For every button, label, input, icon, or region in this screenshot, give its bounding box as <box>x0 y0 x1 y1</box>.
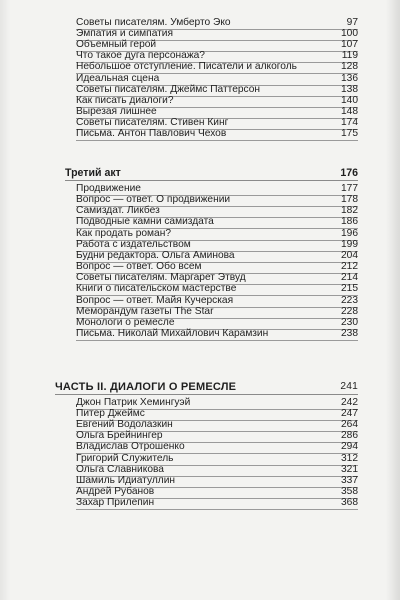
divider <box>65 180 358 181</box>
toc-entry-page: 128 <box>341 61 358 73</box>
toc-entry-title: Что такое дуга персонажа? <box>76 50 205 62</box>
toc-entry-page: 204 <box>341 249 358 261</box>
toc-entry-title: Вопрос — ответ. Обо всем <box>76 261 202 273</box>
toc-entry-title: Андрей Рубанов <box>76 485 155 497</box>
toc-entry-page: 182 <box>341 205 358 217</box>
toc-entry <box>76 328 358 340</box>
toc-entry-title: Джон Патрик Хемингуэй <box>76 397 191 408</box>
toc-entry-page: 286 <box>341 430 358 442</box>
toc-entry-title: Эмпатия и симпатия <box>76 28 174 40</box>
toc-entry <box>76 128 358 140</box>
toc-entry-underline <box>76 140 358 141</box>
toc-entry <box>76 497 358 509</box>
toc-entry-title: Подводные камни самиздата <box>76 216 214 228</box>
toc-heading-title: ЧАСТЬ II. ДИАЛОГИ О РЕМЕСЛЕ <box>55 381 237 393</box>
page-shadow-right <box>386 0 400 600</box>
toc-entry-title: Объемный герой <box>76 39 157 51</box>
toc-entry-title: Письма. Николай Михайлович Карамзин <box>76 327 269 339</box>
toc-entry-page: 212 <box>341 261 358 273</box>
toc-entry-page: 238 <box>341 327 358 339</box>
toc-entry-title: Монологи о ремесле <box>76 316 175 328</box>
toc-entry-title: Евгений Водолазкин <box>76 419 173 431</box>
divider <box>55 394 358 395</box>
toc-entry-title: Вырезая лишнее <box>76 105 157 117</box>
toc-entry-title: Продвижение <box>76 183 141 194</box>
toc-heading-part2 <box>55 381 358 393</box>
toc-heading-title: Третий акт <box>65 167 121 179</box>
toc-entry-title: Будни редактора. Ольга Аминова <box>76 249 235 261</box>
toc-entry-page: 312 <box>341 452 358 464</box>
toc-entry-title: Самиздат. Ликбез <box>76 205 160 217</box>
toc-entry-title: Работа с издательством <box>76 238 191 250</box>
toc-entry-page: 136 <box>341 72 358 84</box>
toc-entry-page: 174 <box>341 116 358 128</box>
toc-entry-page: 107 <box>341 39 358 51</box>
toc-entry-underline <box>76 340 358 341</box>
toc-heading-act3 <box>65 167 358 179</box>
toc-entry-title: Советы писателям. Джеймс Паттерсон <box>76 83 261 95</box>
toc-entry-page: 223 <box>341 294 358 306</box>
toc-entry-page: 294 <box>341 441 358 453</box>
toc-entry-title: Питер Джеймс <box>76 408 145 420</box>
toc-heading-page: 241 <box>340 381 358 392</box>
toc-entry-title: Советы писателям. Умберто Эко <box>76 17 231 28</box>
toc-entry-title: Вопрос — ответ. О продвижении <box>76 194 231 206</box>
toc-entry-title: Идеальная сцена <box>76 72 160 84</box>
toc-entry-title: Захар Прилепин <box>76 496 155 508</box>
toc-entry-page: 321 <box>341 463 358 475</box>
toc-entry-page: 368 <box>341 496 358 508</box>
toc-entry-page: 228 <box>341 305 358 317</box>
toc-entry-page: 199 <box>341 238 358 250</box>
toc-entry-page: 215 <box>341 283 358 295</box>
toc-entry-title: Шамиль Идиатуллин <box>76 474 176 486</box>
toc-entry-title: Меморандум газеты The Star <box>76 305 214 317</box>
toc-entry-page: 178 <box>341 194 358 206</box>
toc-entry-title: Владислав Отрошенко <box>76 441 185 453</box>
toc-entry-page: 140 <box>341 94 358 106</box>
toc-entry-page: 177 <box>341 183 358 194</box>
toc-heading-page: 176 <box>340 167 358 179</box>
page-shadow-left <box>0 0 10 600</box>
toc-entry-title: Советы писателям. Стивен Кинг <box>76 116 229 128</box>
toc-entry-title: Ольга Брейнингер <box>76 430 163 442</box>
toc-entry-page: 186 <box>341 216 358 228</box>
toc-entry-page: 119 <box>341 50 358 62</box>
toc-entry-title: Небольшое отступление. Писатели и алкоголь <box>76 61 297 73</box>
toc-entry-page: 148 <box>341 105 358 117</box>
toc-entry-page: 264 <box>341 419 358 431</box>
toc-entry-title: Советы писателям. Маргарет Этвуд <box>76 272 246 284</box>
toc-entry-title: Как писать диалоги? <box>76 94 174 106</box>
toc-entry-page: 337 <box>341 474 358 486</box>
toc-entry-page: 214 <box>341 272 358 284</box>
toc-entry-page: 230 <box>341 316 358 328</box>
toc-entry-underline <box>76 509 358 510</box>
toc-entry-page: 242 <box>341 397 358 408</box>
toc-entry-page: 175 <box>341 128 358 139</box>
toc-entry-title: Ольга Славникова <box>76 463 164 475</box>
toc-entry-page: 97 <box>346 17 358 28</box>
toc-entry-title: Письма. Антон Павлович Чехов <box>76 128 227 139</box>
toc-entry-page: 100 <box>341 28 358 40</box>
toc-entry-title: Вопрос — ответ. Майя Кучерская <box>76 294 234 306</box>
toc-entry-page: 196 <box>341 227 358 239</box>
toc-entry-page: 247 <box>341 408 358 420</box>
toc-entry-title: Григорий Служитель <box>76 452 174 464</box>
toc-entry-page: 358 <box>341 485 358 497</box>
toc-entry-title: Книги о писательском мастерстве <box>76 283 237 295</box>
toc-entry-page: 138 <box>341 83 358 95</box>
toc-entry-title: Как продать роман? <box>76 227 171 239</box>
